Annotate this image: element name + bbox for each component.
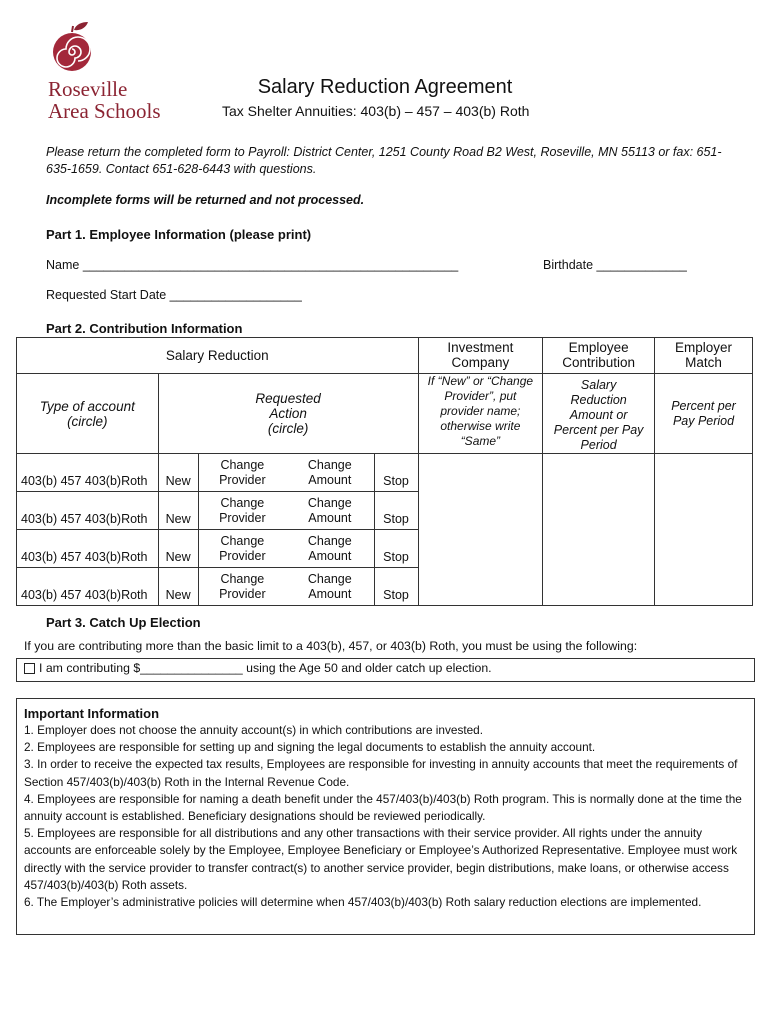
account-options[interactable]: 403(b) 457 403(b)Roth: [17, 454, 159, 492]
action-change-provider[interactable]: Change Provider: [198, 568, 286, 606]
list-item: 6. The Employer’s administrative policies will determine when 457/403(b)/403(b) Roth salary reduction elections are implemented.: [24, 895, 702, 910]
action-change-amount[interactable]: Change Amount: [286, 568, 374, 606]
investment-company-header: Investment Company: [418, 338, 543, 374]
employee-note: Salary Reduction Amount or Percent per Pay Period: [543, 374, 655, 454]
title-text: Salary Reduction Agreement: [257, 76, 513, 98]
action-change-provider[interactable]: Change Provider: [198, 454, 286, 492]
action-new[interactable]: New: [158, 568, 198, 606]
important-heading: Important Information: [24, 706, 160, 721]
investment-note: If “New” or “Change Provider”, put provider name; otherwise write “Same”: [418, 374, 543, 454]
list-item: 2. Employees are responsible for setting up and signing the legal documents to establish the annuity account.: [24, 740, 596, 755]
instructions: Please return the completed form to Payroll: District Center, 1251 County Road B2 West, Roseville, MN 55113 or fax: 651-635-1659. Contact 651-628-6443 with questions.: [46, 145, 722, 176]
salary-reduction-header: Salary Reduction: [17, 338, 419, 374]
contribution-table: [16, 337, 753, 606]
action-change-amount[interactable]: Change Amount: [286, 530, 374, 568]
table-row: [17, 454, 753, 492]
list-item: 1. Employer does not choose the annuity account(s) in which contributions are invested.: [24, 723, 484, 737]
catchup-text: If you are contributing more than the basic limit to a 403(b), 457, or 403(b) Roth, you must be using the following:: [24, 639, 638, 653]
logo-line-1: Roseville: [48, 77, 128, 101]
part3-heading: Part 3. Catch Up Election: [46, 615, 201, 630]
list-item: 4. Employees are responsible for naming a death benefit under the 457/403(b)/403(b) Roth program. This is normally done at the time the annuity account is established. Beneficiary designations should be reviewed periodically.: [24, 791, 742, 824]
action-change-provider[interactable]: Change Provider: [198, 530, 286, 568]
action-stop[interactable]: Stop: [374, 568, 418, 606]
account-options[interactable]: 403(b) 457 403(b)Roth: [17, 568, 159, 606]
catchup-checkbox[interactable]: [24, 663, 35, 674]
action-stop[interactable]: Stop: [374, 454, 418, 492]
list-item: 3. In order to receive the expected tax results, Employees are responsible for investing in annuity accounts that meet the requirements of Section 457/403(b)/403(b) Roth in the Internal Revenue Code.: [24, 757, 738, 789]
action-new[interactable]: New: [158, 530, 198, 568]
important-list: [24, 722, 749, 911]
account-options[interactable]: 403(b) 457 403(b)Roth: [17, 492, 159, 530]
requested-action-header: Requested Action (circle): [158, 374, 418, 454]
start-date-field[interactable]: Requested Start Date ___________________: [46, 288, 302, 302]
warning-text: Incomplete forms will be returned and not processed.: [46, 193, 365, 207]
page-title: [0, 76, 770, 99]
type-of-account-header: Type of account (circle): [17, 374, 159, 454]
catchup-label: I am contributing $_______________ using the Age 50 and older catch up election.: [39, 661, 492, 675]
employer-match-cell[interactable]: [655, 454, 753, 606]
action-new[interactable]: New: [158, 454, 198, 492]
action-new[interactable]: New: [158, 492, 198, 530]
part1-heading: Part 1. Employee Information (please print): [46, 227, 312, 242]
apple-spiral-icon: [48, 20, 96, 72]
account-options[interactable]: 403(b) 457 403(b)Roth: [17, 530, 159, 568]
list-item: 5. Employees are responsible for all distributions and any other transactions with their service provider. All rights under the annuity accounts are enforceable solely by the Employee, Employee Beneficiary or Employee’s Authorized Representative. Employee must work directly with the service provider to transfer contract(s) to another service provider, begin distributions, make loans, or otherwise access 457/403(b)/403(b) Roth assets.: [24, 826, 738, 892]
logo-line-2: Area Schools: [48, 99, 161, 123]
page-subtitle: Tax Shelter Annuities: 403(b) – 457 – 403(b) Roth: [222, 103, 530, 119]
employee-contribution-cell[interactable]: [543, 454, 655, 606]
action-change-amount[interactable]: Change Amount: [286, 492, 374, 530]
employer-match-header: Employer Match: [655, 338, 753, 374]
action-stop[interactable]: Stop: [374, 530, 418, 568]
birthdate-field[interactable]: Birthdate _____________: [543, 258, 687, 272]
employer-note: Percent per Pay Period: [655, 374, 753, 454]
name-field[interactable]: Name ______________________________________________________: [46, 258, 459, 272]
action-stop[interactable]: Stop: [374, 492, 418, 530]
employee-contribution-header: Employee Contribution: [543, 338, 655, 374]
action-change-amount[interactable]: Change Amount: [286, 454, 374, 492]
part2-heading: Part 2. Contribution Information: [46, 321, 243, 336]
investment-company-cell[interactable]: [418, 454, 543, 606]
action-change-provider[interactable]: Change Provider: [198, 492, 286, 530]
